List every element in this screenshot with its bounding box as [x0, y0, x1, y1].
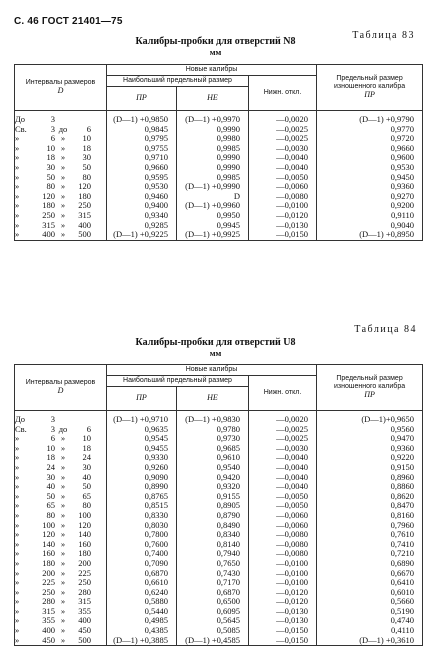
ne-cell: 0,9420 [177, 473, 249, 483]
ne-cell: D [177, 192, 249, 202]
interval-cell: » 80 » 120 [15, 182, 107, 192]
page-header [14, 16, 419, 41]
lower-deviation-cell: —0,0080 [249, 192, 317, 202]
worn-pr-cell: 0,6010 [317, 588, 423, 598]
interval-cell: » 400 » 500 [15, 230, 107, 240]
worn-pr-cell: 0,9220 [317, 453, 423, 463]
interval-cell: » 180 » 250 [15, 201, 107, 211]
pr-cell: 0,7800 [107, 530, 177, 540]
interval-cell: » 50 » 65 [15, 492, 107, 502]
worn-pr-cell: 0,6670 [317, 569, 423, 579]
lower-deviation-cell: —0,0150 [249, 636, 317, 646]
header-largest: Наибольший предельный размер [107, 76, 249, 87]
interval-cell: » 100 » 120 [15, 521, 107, 531]
lower-deviation-cell: —0,0040 [249, 453, 317, 463]
lower-deviation-cell: —0,0050 [249, 173, 317, 183]
header-largest: Наибольший предельный размер [107, 376, 249, 387]
ne-cell: 0,9945 [177, 221, 249, 231]
table-label-83: Таблица 83 [352, 30, 415, 41]
interval-cell: » 24 » 30 [15, 463, 107, 473]
interval-cell: » 160 » 180 [15, 549, 107, 559]
pr-cell: 0,8515 [107, 501, 177, 511]
worn-pr-cell: 0,7410 [317, 540, 423, 550]
pr-cell: 0,9545 [107, 434, 177, 444]
pr-cell: 0,9755 [107, 144, 177, 154]
header-pr: ПР [107, 387, 177, 411]
pr-cell: 0,9330 [107, 453, 177, 463]
lower-deviation-cell: —0,0025 [249, 134, 317, 144]
ne-cell: 0,9985 [177, 144, 249, 154]
lower-deviation-cell: —0,0020 [249, 111, 317, 125]
pr-cell: 0,7600 [107, 540, 177, 550]
ne-cell: 0,9780 [177, 425, 249, 435]
ne-cell: 0,8490 [177, 521, 249, 531]
worn-pr-cell: 0,8620 [317, 492, 423, 502]
ne-cell: 0,8140 [177, 540, 249, 550]
ne-cell: 0,9990 [177, 125, 249, 135]
worn-pr-cell: 0,9360 [317, 444, 423, 454]
interval-cell: » 6 » 10 [15, 134, 107, 144]
pr-cell: (D—1) +0,9710 [107, 411, 177, 425]
worn-pr-cell: 0,8160 [317, 511, 423, 521]
worn-pr-cell: 0,9600 [317, 153, 423, 163]
table-unit: мм [209, 348, 222, 358]
pr-cell: 0,9460 [107, 192, 177, 202]
ne-cell: 0,9155 [177, 492, 249, 502]
lower-deviation-cell: —0,0130 [249, 221, 317, 231]
worn-pr-cell: 0,7610 [317, 530, 423, 540]
worn-pr-cell: 0,9470 [317, 434, 423, 444]
lower-deviation-cell: —0,0025 [249, 425, 317, 435]
ne-cell: 0,9320 [177, 482, 249, 492]
ne-cell: 0,9990 [177, 163, 249, 173]
worn-pr-cell: 0,9530 [317, 163, 423, 173]
ne-cell: 0,7170 [177, 578, 249, 588]
ne-cell: 0,9985 [177, 173, 249, 183]
interval-cell: » 315 » 400 [15, 221, 107, 231]
lower-deviation-cell: —0,0100 [249, 201, 317, 211]
pr-cell: 0,9090 [107, 473, 177, 483]
lower-deviation-cell: —0,0080 [249, 540, 317, 550]
ne-cell: 0,8905 [177, 501, 249, 511]
worn-pr-cell: 0,7960 [317, 521, 423, 531]
worn-pr-cell: 0,4110 [317, 626, 423, 636]
interval-cell: » 6 » 10 [15, 434, 107, 444]
pr-cell: 0,8330 [107, 511, 177, 521]
pr-cell: 0,9260 [107, 463, 177, 473]
worn-pr-cell: 0,9450 [317, 173, 423, 183]
header-new: Новые калибры [107, 65, 317, 76]
worn-pr-cell: 0,8470 [317, 501, 423, 511]
pr-cell: 0,9595 [107, 173, 177, 183]
table-label-84: Таблица 84 [354, 324, 417, 335]
lower-deviation-cell: —0,0025 [249, 125, 317, 135]
pr-cell: 0,6610 [107, 578, 177, 588]
worn-pr-cell: 0,9040 [317, 221, 423, 231]
worn-pr-cell: (D—1) +0,9790 [317, 111, 423, 125]
ne-cell: (D—1) +0,4585 [177, 636, 249, 646]
worn-pr-cell: 0,9770 [317, 125, 423, 135]
ne-cell: 0,9980 [177, 134, 249, 144]
worn-pr-cell: 0,6410 [317, 578, 423, 588]
pr-cell: 0,9660 [107, 163, 177, 173]
interval-cell: » 80 » 100 [15, 511, 107, 521]
interval-cell: » 200 » 225 [15, 569, 107, 579]
pr-cell: 0,8765 [107, 492, 177, 502]
table-title-u8: Калибры-пробки для отверстий U8 мм [0, 338, 431, 358]
pr-cell: 0,9285 [107, 221, 177, 231]
pr-cell: 0,7400 [107, 549, 177, 559]
pr-cell: 0,9635 [107, 425, 177, 435]
lower-deviation-cell: —0,0020 [249, 411, 317, 425]
header-lower: Нижн. откл. [249, 76, 317, 111]
lower-deviation-cell: —0,0130 [249, 616, 317, 626]
interval-cell: » 140 » 160 [15, 540, 107, 550]
lower-deviation-cell: —0,0040 [249, 153, 317, 163]
interval-cell: » 65 » 80 [15, 501, 107, 511]
lower-deviation-cell: —0,0120 [249, 597, 317, 607]
interval-cell: » 30 » 50 [15, 163, 107, 173]
header-worn: Предельный размер изношенного калибра ПР [317, 365, 423, 411]
pr-cell: 0,6240 [107, 588, 177, 598]
pr-cell: 0,8030 [107, 521, 177, 531]
interval-cell: » 50 » 80 [15, 173, 107, 183]
lower-deviation-cell: —0,0040 [249, 482, 317, 492]
pr-cell: (D—1) +0,3885 [107, 636, 177, 646]
worn-pr-cell: 0,9660 [317, 144, 423, 154]
lower-deviation-cell: —0,0080 [249, 530, 317, 540]
pr-cell: 0,9400 [107, 201, 177, 211]
worn-pr-cell: 0,9200 [317, 201, 423, 211]
table-row [15, 636, 423, 646]
ne-cell: 0,9950 [177, 211, 249, 221]
pr-cell: 0,5440 [107, 607, 177, 617]
table-unit: мм [209, 47, 222, 57]
ne-cell: 0,9990 [177, 153, 249, 163]
lower-deviation-cell: —0,0120 [249, 588, 317, 598]
header-intervals: Интервалы размеров D [15, 365, 107, 411]
ne-cell: 0,9610 [177, 453, 249, 463]
ne-cell: 0,9685 [177, 444, 249, 454]
ne-cell: 0,8340 [177, 530, 249, 540]
ne-cell: 0,6095 [177, 607, 249, 617]
ne-cell: 0,5645 [177, 616, 249, 626]
worn-pr-cell: 0,4740 [317, 616, 423, 626]
pr-cell: 0,4985 [107, 616, 177, 626]
pr-cell: 0,4385 [107, 626, 177, 636]
worn-pr-cell: 0,5660 [317, 597, 423, 607]
lower-deviation-cell: —0,0060 [249, 521, 317, 531]
pr-cell: 0,7090 [107, 559, 177, 569]
lower-deviation-cell: —0,0100 [249, 569, 317, 579]
table-title-n8: Калибры-пробки для отверстий N8 мм [0, 37, 431, 57]
pr-cell: 0,9845 [107, 125, 177, 135]
pr-cell: 0,9710 [107, 153, 177, 163]
lower-deviation-cell: —0,0120 [249, 211, 317, 221]
ne-cell: 0,6870 [177, 588, 249, 598]
lower-deviation-cell: —0,0025 [249, 434, 317, 444]
interval-cell: Св. 3 до 6 [15, 125, 107, 135]
ne-cell: 0,8790 [177, 511, 249, 521]
pr-cell: 0,9340 [107, 211, 177, 221]
worn-pr-cell: 0,9270 [317, 192, 423, 202]
lower-deviation-cell: —0,0150 [249, 230, 317, 240]
interval-cell: » 225 » 250 [15, 578, 107, 588]
pr-cell: (D—1) +0,9225 [107, 230, 177, 240]
interval-cell: Св. 3 до 6 [15, 425, 107, 435]
lower-deviation-cell: —0,0060 [249, 182, 317, 192]
interval-cell: » 18 » 24 [15, 453, 107, 463]
ne-cell: 0,5085 [177, 626, 249, 636]
ne-cell: 0,7940 [177, 549, 249, 559]
interval-cell: » 40 » 50 [15, 482, 107, 492]
ne-cell: 0,7650 [177, 559, 249, 569]
pr-cell: 0,9455 [107, 444, 177, 454]
lower-deviation-cell: —0,0050 [249, 501, 317, 511]
interval-cell: » 315 » 355 [15, 607, 107, 617]
worn-pr-cell: (D—1)+0,9650 [317, 411, 423, 425]
table-row [15, 182, 423, 192]
interval-cell: » 280 » 315 [15, 597, 107, 607]
worn-pr-cell: 0,9560 [317, 425, 423, 435]
interval-cell: » 400 » 450 [15, 626, 107, 636]
worn-pr-cell: 0,9720 [317, 134, 423, 144]
pr-cell: 0,5880 [107, 597, 177, 607]
lower-deviation-cell: —0,0130 [249, 607, 317, 617]
interval-cell: » 250 » 280 [15, 588, 107, 598]
interval-cell: » 355 » 400 [15, 616, 107, 626]
interval-cell: » 10 » 18 [15, 444, 107, 454]
worn-pr-cell: 0,6890 [317, 559, 423, 569]
interval-cell: » 18 » 30 [15, 153, 107, 163]
table-u8 [14, 364, 423, 646]
pr-cell: (D—1) +0,9850 [107, 111, 177, 125]
lower-deviation-cell: —0,0040 [249, 463, 317, 473]
worn-pr-cell: 0,9150 [317, 463, 423, 473]
ne-cell: 0,9730 [177, 434, 249, 444]
ne-cell: 0,9540 [177, 463, 249, 473]
worn-pr-cell: 0,7210 [317, 549, 423, 559]
worn-pr-cell: 0,9360 [317, 182, 423, 192]
lower-deviation-cell: —0,0150 [249, 626, 317, 636]
worn-pr-cell: 0,8860 [317, 482, 423, 492]
table-row [15, 111, 423, 125]
table-n8 [14, 64, 423, 241]
interval-cell: » 120 » 180 [15, 192, 107, 202]
ne-cell: (D—1) +0,9990 [177, 182, 249, 192]
lower-deviation-cell: —0,0050 [249, 492, 317, 502]
header-worn: Предельный размер изношенного калибра ПР [317, 65, 423, 111]
worn-pr-cell: 0,8960 [317, 473, 423, 483]
lower-deviation-cell: —0,0100 [249, 559, 317, 569]
header-lower: Нижн. откл. [249, 376, 317, 411]
ne-cell: 0,7430 [177, 569, 249, 579]
interval-cell: » 180 » 200 [15, 559, 107, 569]
ne-cell: (D—1) +0,9970 [177, 111, 249, 125]
ne-cell: (D—1) +0,9925 [177, 230, 249, 240]
lower-deviation-cell: —0,0080 [249, 549, 317, 559]
table-row [15, 411, 423, 425]
pr-cell: 0,9795 [107, 134, 177, 144]
worn-pr-cell: (D—1) +0,8950 [317, 230, 423, 240]
interval-cell: » 30 » 40 [15, 473, 107, 483]
lower-deviation-cell: —0,0030 [249, 144, 317, 154]
lower-deviation-cell: —0,0060 [249, 511, 317, 521]
interval-cell: » 450 » 500 [15, 636, 107, 646]
pr-cell: 0,9530 [107, 182, 177, 192]
header-intervals: Интервалы размеров D [15, 65, 107, 111]
header-new: Новые калибры [107, 365, 317, 376]
lower-deviation-cell: —0,0030 [249, 444, 317, 454]
ne-cell: 0,6500 [177, 597, 249, 607]
ne-cell: (D—1) +0,9830 [177, 411, 249, 425]
header-ne: НЕ [177, 87, 249, 111]
header-pr: ПР [107, 87, 177, 111]
pr-cell: 0,8990 [107, 482, 177, 492]
interval-cell: » 10 » 18 [15, 144, 107, 154]
worn-pr-cell: 0,5190 [317, 607, 423, 617]
header-ne: НЕ [177, 387, 249, 411]
page-id: С. 46 ГОСТ 21401—75 [14, 16, 123, 27]
lower-deviation-cell: —0,0040 [249, 473, 317, 483]
interval-cell: » 120 » 140 [15, 530, 107, 540]
interval-cell: До 3 [15, 411, 107, 425]
table-row [15, 230, 423, 240]
worn-pr-cell: 0,9110 [317, 211, 423, 221]
interval-cell: » 250 » 315 [15, 211, 107, 221]
pr-cell: 0,6870 [107, 569, 177, 579]
interval-cell: До 3 [15, 111, 107, 125]
worn-pr-cell: (D—1) +0,3610 [317, 636, 423, 646]
lower-deviation-cell: —0,0040 [249, 163, 317, 173]
ne-cell: (D—1) +0,9960 [177, 201, 249, 211]
lower-deviation-cell: —0,0100 [249, 578, 317, 588]
